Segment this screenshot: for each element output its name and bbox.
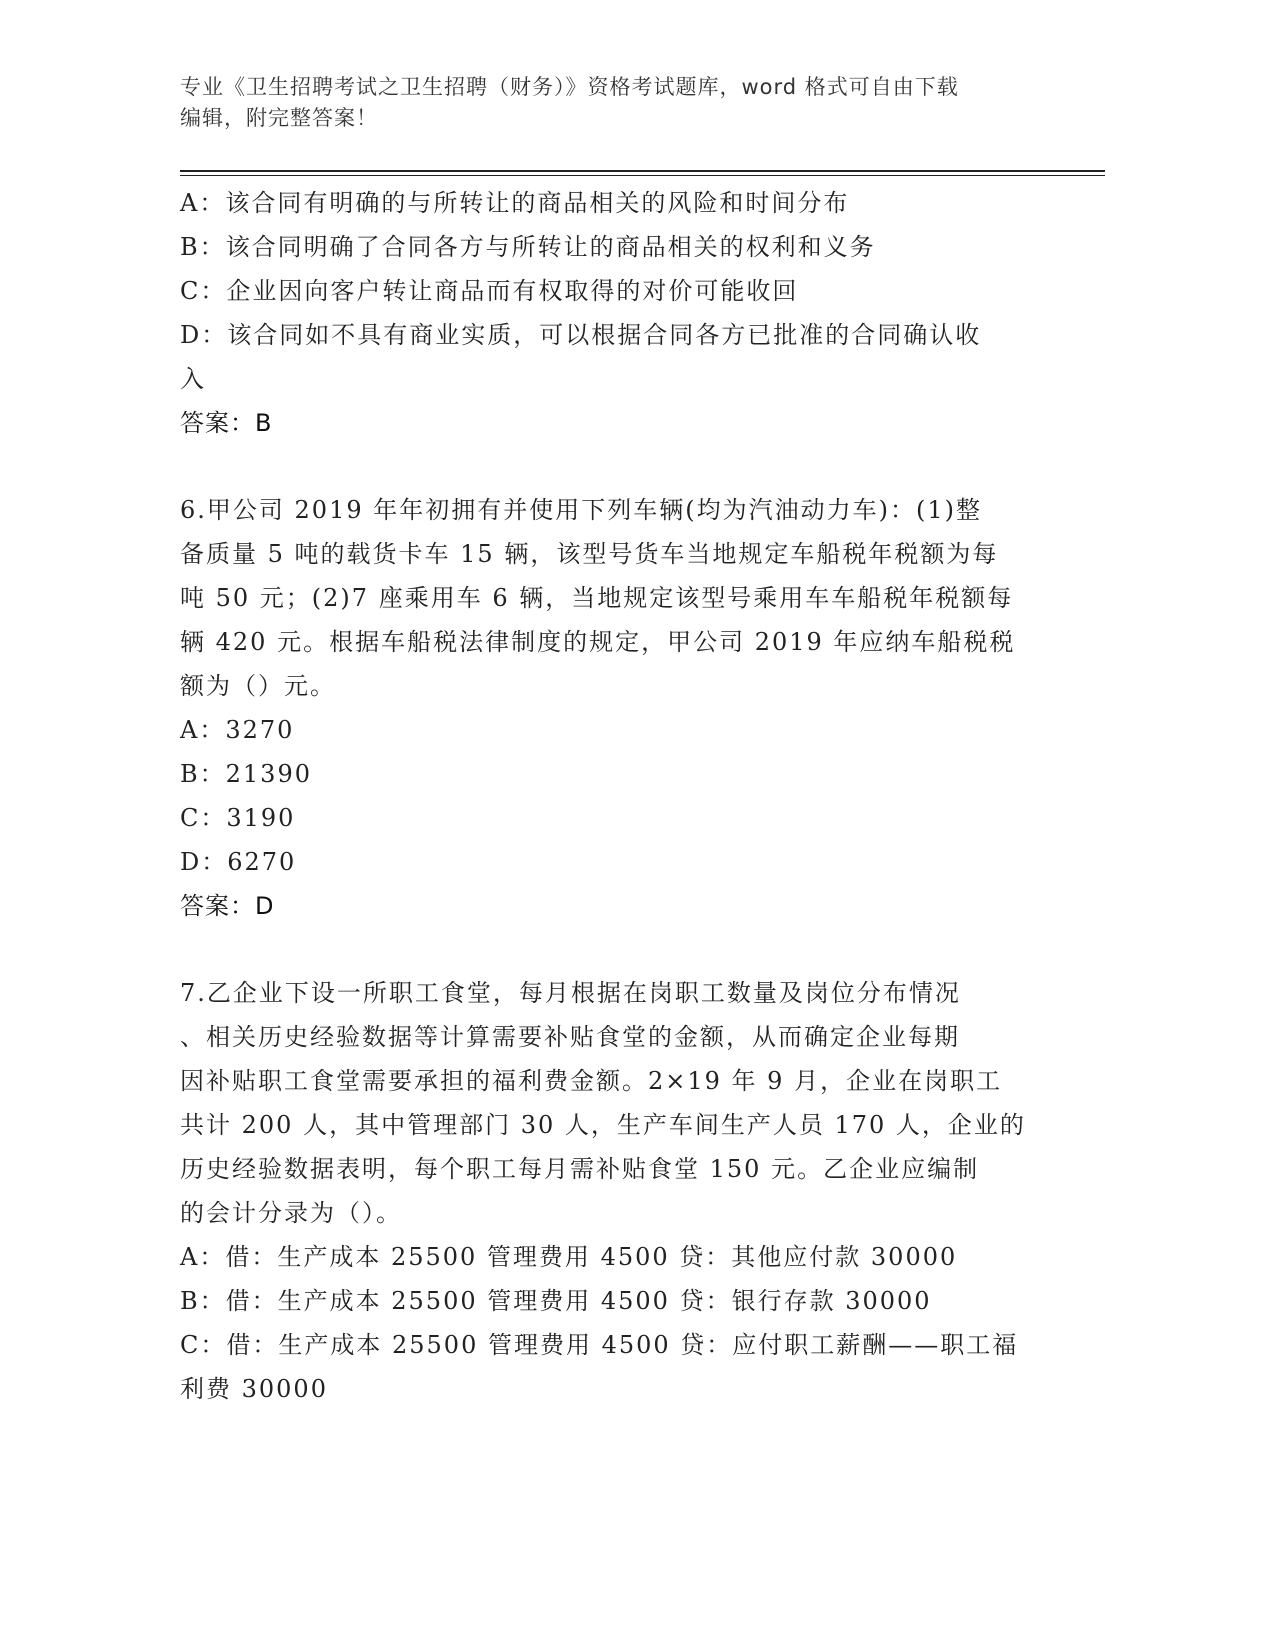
spacer [180, 928, 1060, 971]
q7-stem-line: 因补贴职工食堂需要承担的福利费金额。2×19 年 9 月，企业在岗职工 [180, 1067, 1003, 1095]
q6-option-b: B：21390 [180, 760, 312, 788]
header-line-2: 编辑，附完整答案！ [180, 106, 378, 130]
spacer [180, 445, 1060, 488]
q5-option-a: A：该合同有明确的与所转让的商品相关的风险和时间分布 [180, 189, 850, 217]
q7-stem-line: 、相关历史经验数据等计算需要补贴食堂的金额，从而确定企业每期 [180, 1023, 960, 1051]
header-divider-thick [180, 170, 1105, 172]
q7-stem-line: 的会计分录为（）。 [180, 1199, 402, 1227]
question-6-block [180, 488, 1060, 928]
q7-option-c-line-2: 利费 30000 [180, 1375, 328, 1403]
q6-stem-line: 额为（）元。 [180, 672, 336, 700]
question-5-block [180, 181, 1060, 445]
q7-option-c-line-1: C：借：生产成本 25500 管理费用 4500 贷：应付职工薪酬——职工福 [180, 1331, 1019, 1359]
q6-answer: 答案：D [180, 892, 275, 920]
q6-option-d: D：6270 [180, 848, 297, 876]
q7-option-a: A：借：生产成本 25500 管理费用 4500 贷：其他应付款 30000 [180, 1243, 958, 1271]
q7-stem-line: 历史经验数据表明，每个职工每月需补贴食堂 150 元。乙企业应编制 [180, 1155, 980, 1183]
q5-answer: 答案：B [180, 409, 273, 437]
q6-option-c: C：3190 [180, 804, 296, 832]
q5-option-b: B：该合同明确了合同各方与所转让的商品相关的权利和义务 [180, 233, 876, 261]
q6-stem-line: 吨 50 元；(2)7 座乘用车 6 辆，当地规定该型号乘用车车船税年税额每 [180, 584, 1014, 612]
q7-option-b: B：借：生产成本 25500 管理费用 4500 贷：银行存款 30000 [180, 1287, 932, 1315]
q7-stem-line: 7.乙企业下设一所职工食堂，每月根据在岗职工数量及岗位分布情况 [180, 979, 961, 1007]
q5-option-c: C：企业因向客户转让商品而有权取得的对价可能收回 [180, 277, 799, 305]
header-line-1: 专业《卫生招聘考试之卫生招聘（财务）》资格考试题库，word 格式可自由下载 [180, 75, 959, 99]
q7-stem-line: 共计 200 人，其中管理部门 30 人，生产车间生产人员 170 人，企业的 [180, 1111, 1026, 1139]
header-divider-thin [180, 175, 1105, 176]
question-7-block [180, 971, 1060, 1411]
q6-option-a: A：3270 [180, 716, 295, 744]
document-header [180, 72, 1060, 134]
q5-option-d-line-2: 入 [180, 365, 206, 393]
document-body [180, 181, 1060, 1411]
q6-stem-line: 备质量 5 吨的载货卡车 15 辆，该型号货车当地规定车船税年税额为每 [180, 540, 999, 568]
q6-stem-line: 6.甲公司 2019 年年初拥有并使用下列车辆(均为汽油动力车)：(1)整 [180, 496, 982, 524]
q5-option-d-line-1: D：该合同如不具有商业实质，可以根据合同各方已批准的合同确认收 [180, 321, 982, 349]
q6-stem-line: 辆 420 元。根据车船税法律制度的规定，甲公司 2019 年应纳车船税税 [180, 628, 1016, 656]
